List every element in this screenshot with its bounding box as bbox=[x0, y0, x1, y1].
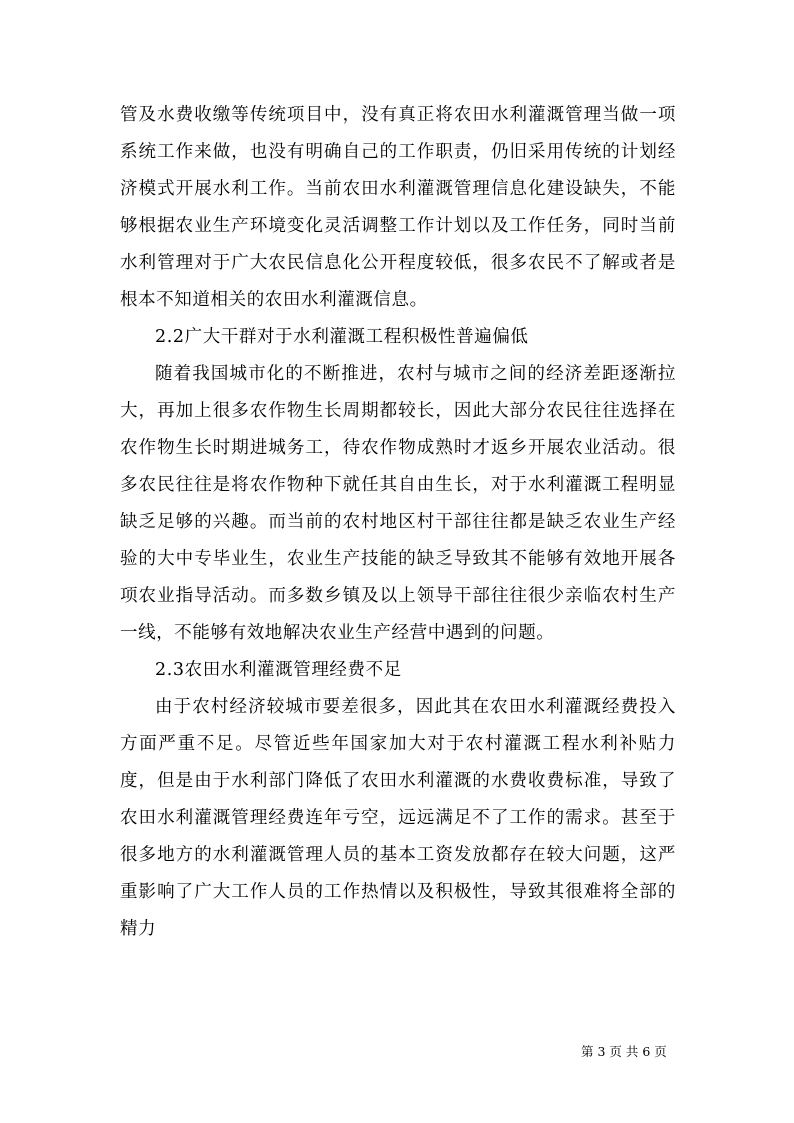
section-heading-2-3: 2.3农田水利灌溉管理经费不足 bbox=[155, 660, 402, 680]
paragraph-funding: 由于农村经济较城市要差很多，因此其在农田水利灌溉经费投入方面严重不足。尽管近些年国家加大对于农村灌溉工程水利补贴力度，但是由于水利部门降低了农田水利灌溉的水费收费标准，导致了农田水利灌溉管理经费连年亏空，远远满足不了工作的需求。甚至于很多地方的水利灌溉管理人员的基本工资发放都存在较大问题，这严重影响了广大工作人员的工作热情以及积极性，导致其很难将全部的精力 bbox=[120, 697, 676, 939]
page-number-label: 第 3 页 共 6 页 bbox=[581, 1044, 667, 1059]
section-heading-2-2: 2.2广大干群对于水利灌溉工程积极性普遍偏低 bbox=[155, 327, 529, 347]
page-number-footer bbox=[581, 1042, 667, 1060]
paragraph-urbanization: 随着我国城市化的不断推进，农村与城市之间的经济差距逐渐拉大，再加上很多农作物生长周期都较长，因此大部分农民往往选择在农作物生长时期进城务工，待农作物成熟时才返乡开展农业活动。很多农民往往是将农作物种下就任其自由生长，对于水利灌溉工程明显缺乏足够的兴趣。而当前的农村地区村干部往往都是缺乏农业生产经验的大中专毕业生，农业生产技能的缺乏导致其不能够有效地开展各项农业指导活动。而多数乡镇及以上领导干部往往很少亲临农村生产一线，不能够有效地解决农业生产经营中遇到的问题。 bbox=[120, 364, 676, 643]
paragraph-continuation: 管及水费收缴等传统项目中，没有真正将农田水利灌溉管理当做一项系统工作来做，也没有明确自己的工作职责，仍旧采用传统的计划经济模式开展水利工作。当前农田水利灌溉管理信息化建设缺失，不能够根据农业生产环境变化灵活调整工作计划以及工作任务，同时当前水利管理对于广大农民信息化公开程度较低，很多农民不了解或者是根本不知道相关的农田水利灌溉信息。 bbox=[120, 105, 676, 310]
document-body bbox=[120, 97, 676, 948]
